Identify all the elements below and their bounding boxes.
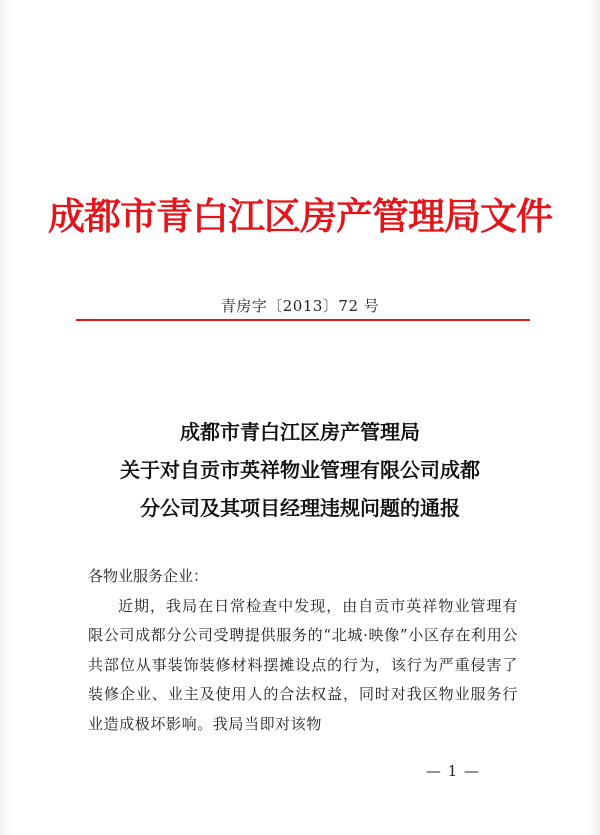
- notice-title-line-1: 成都市青白江区房产管理局: [180, 420, 420, 444]
- document-header-title: 成都市青白江区房产管理局文件: [48, 194, 552, 238]
- notice-title-line-2: 关于对自贡市英祥物业管理有限公司成都: [120, 458, 480, 482]
- notice-body: [88, 562, 518, 739]
- notice-title-line-3: 分公司及其项目经理违规问题的通报: [140, 496, 460, 520]
- red-divider-line: [76, 319, 530, 321]
- document-number: 青房字〔2013〕72 号: [220, 297, 380, 315]
- body-paragraph: 近期，我局在日常检查中发现，由自贡市英祥物业管理有限公司成都分公司受聘提供服务的“北城·映像”小区存在利用公共部位从事装饰装修材料摆摊设点的行为，该行为严重侵害了装修企业、业主及使用人的合法权益，同时对我区物业服务行业造成极坏影响。我局当即对该物: [88, 596, 518, 733]
- notice-title: [0, 413, 600, 527]
- salutation: 各物业服务企业：: [88, 567, 209, 585]
- page-number: — 1 —: [425, 762, 480, 780]
